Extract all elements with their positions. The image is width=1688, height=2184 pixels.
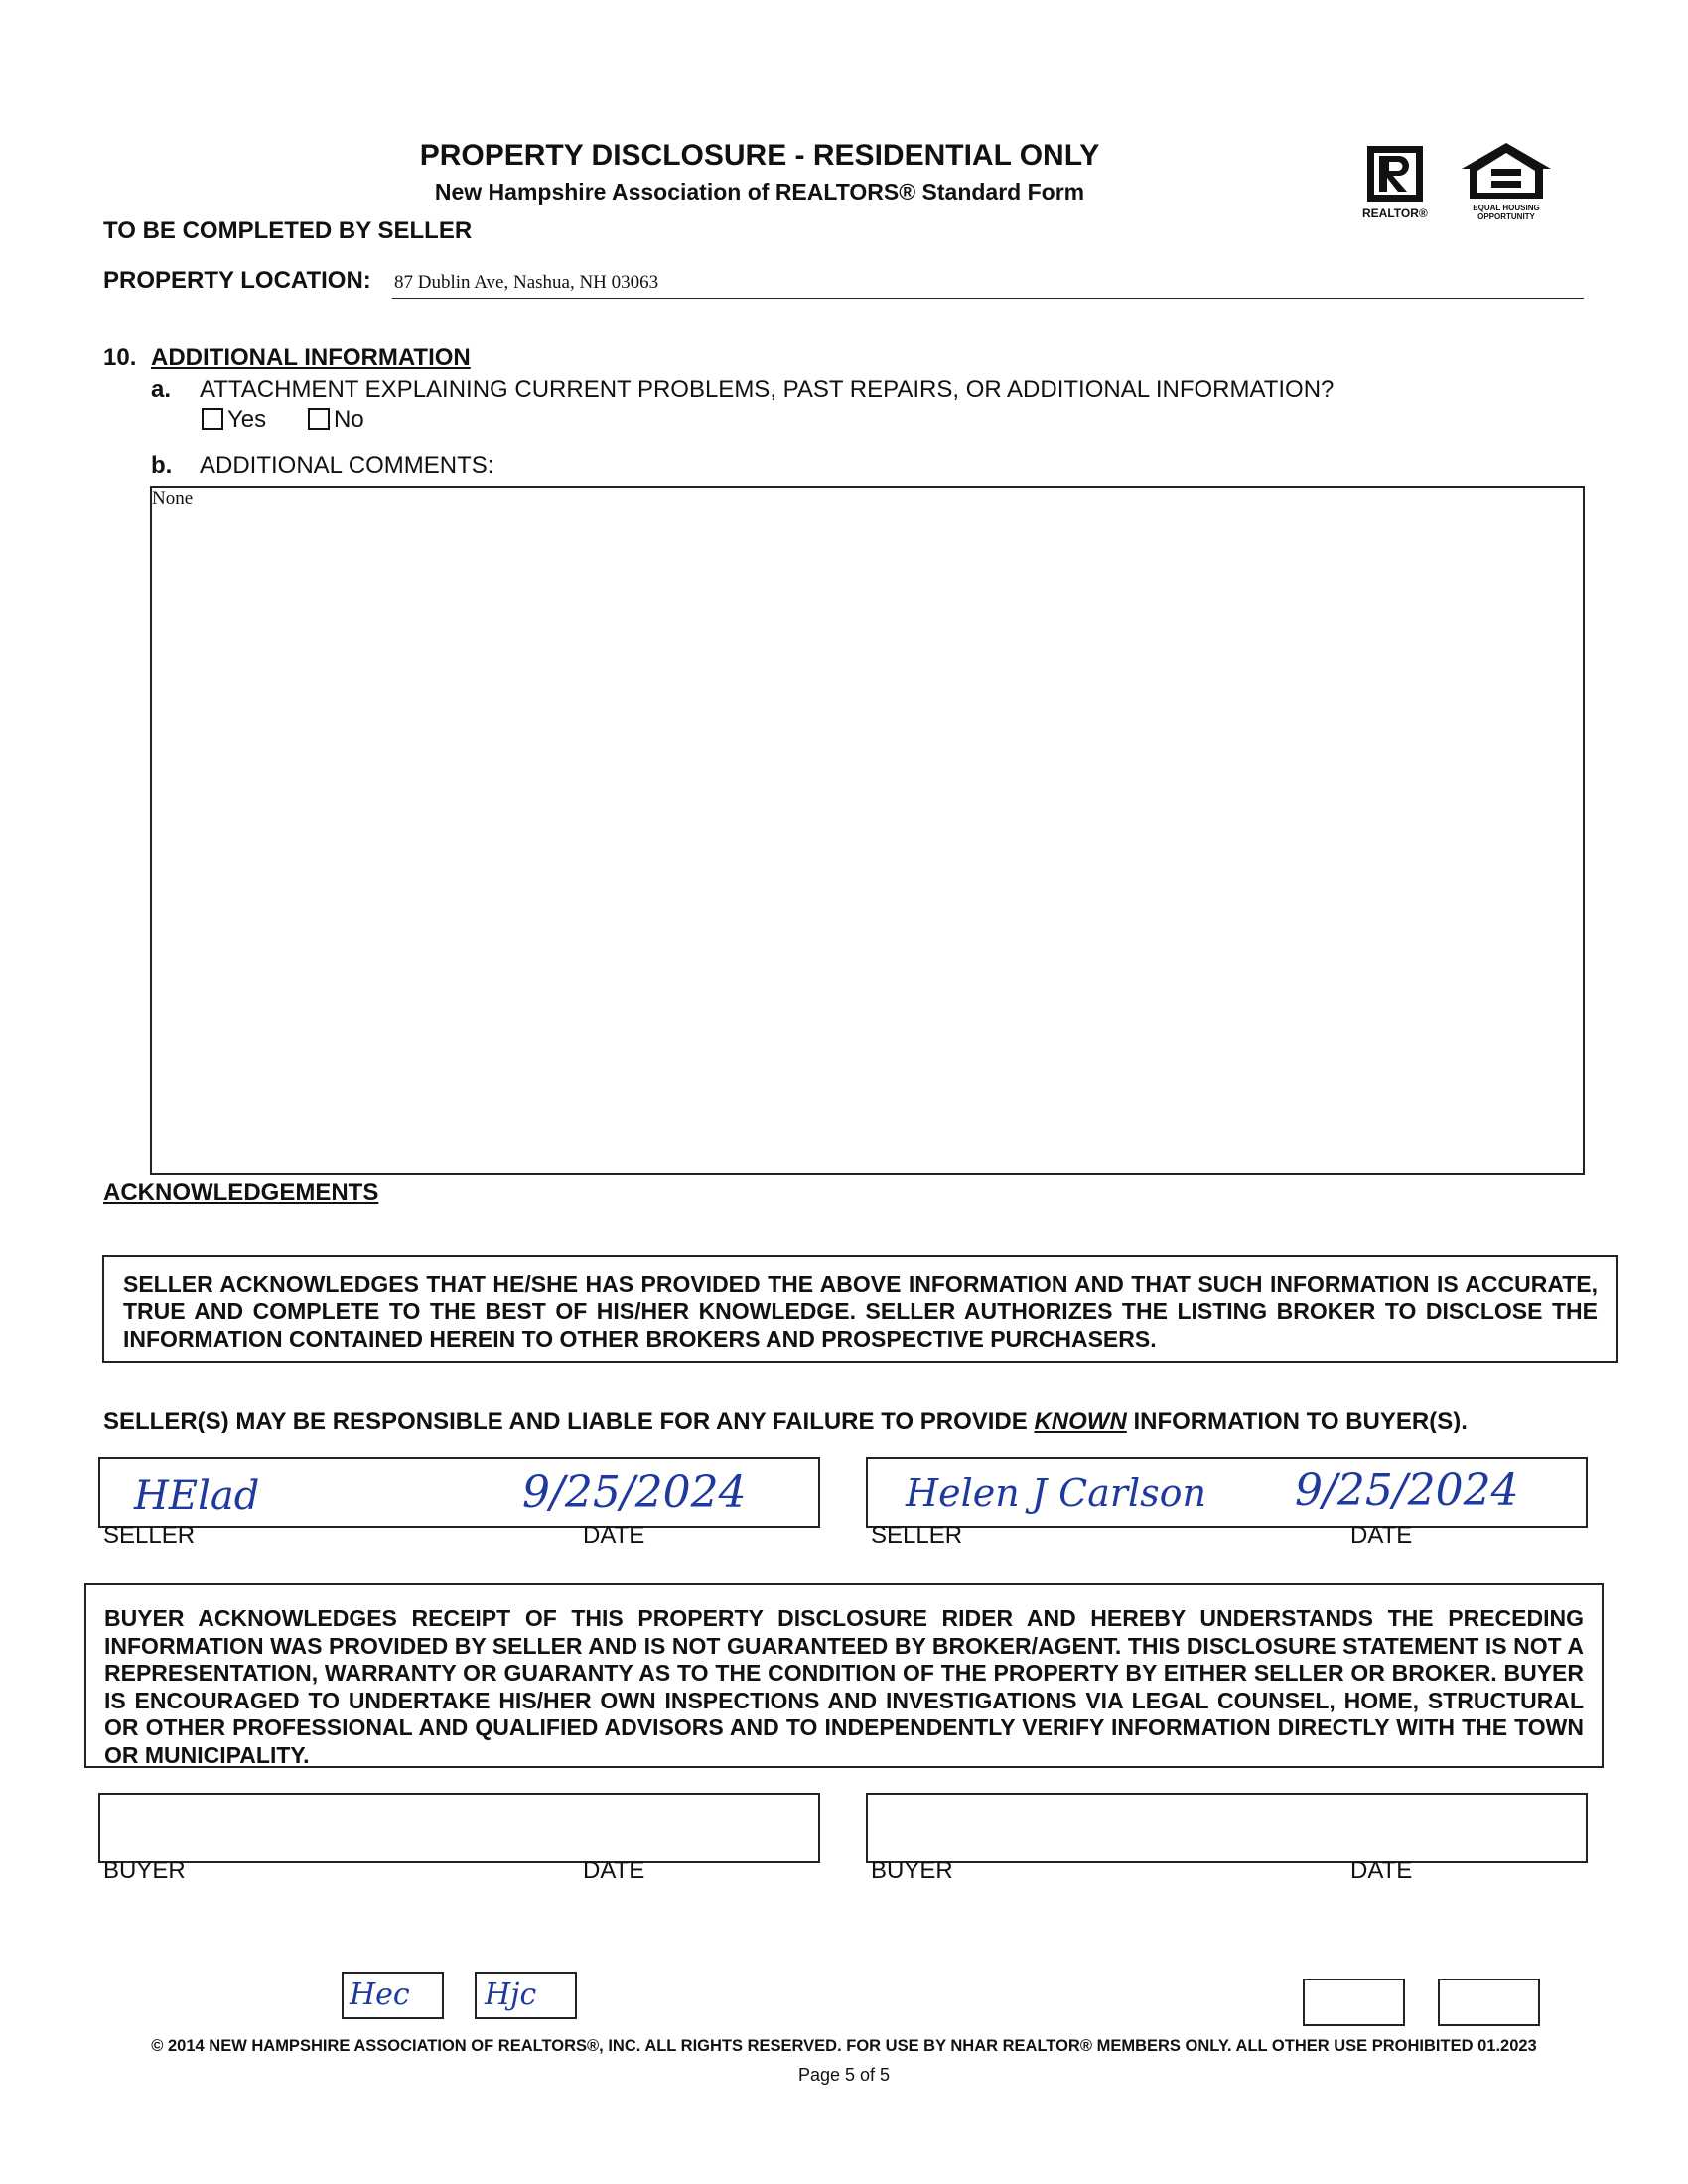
liability-prefix: SELLER(S) MAY BE RESPONSIBLE AND LIABLE FOR ANY FAILURE TO PROVIDE bbox=[103, 1408, 1035, 1434]
completed-by-label: TO BE COMPLETED BY SELLER bbox=[103, 217, 473, 244]
buyer1-label: BUYER bbox=[103, 1857, 186, 1884]
additional-comments-box[interactable] bbox=[150, 486, 1585, 1175]
liability-statement bbox=[103, 1408, 1468, 1435]
seller1-signature: HElad bbox=[134, 1473, 260, 1519]
seller-initial-1: Hec bbox=[350, 1978, 410, 2012]
acknowledgements-heading: ACKNOWLEDGEMENTS bbox=[103, 1179, 379, 1206]
buyer1-date-label: DATE bbox=[583, 1857, 645, 1884]
buyer2-label: BUYER bbox=[871, 1857, 953, 1884]
seller2-label: SELLER bbox=[871, 1522, 963, 1549]
page-title: PROPERTY DISCLOSURE - RESIDENTIAL ONLY bbox=[419, 139, 1100, 172]
no-option[interactable] bbox=[308, 406, 364, 434]
seller-acknowledgement-box bbox=[102, 1255, 1618, 1363]
equal-housing-logo bbox=[1458, 139, 1555, 203]
seller2-signature: Helen J Carlson bbox=[906, 1471, 1207, 1515]
yes-label: Yes bbox=[227, 406, 267, 433]
buyer2-signature-box[interactable] bbox=[866, 1793, 1588, 1863]
section-number: 10. bbox=[103, 344, 137, 371]
section-title: ADDITIONAL INFORMATION bbox=[151, 344, 471, 371]
seller2-signature-box[interactable] bbox=[866, 1457, 1588, 1528]
seller1-date-label: DATE bbox=[583, 1522, 645, 1549]
item-b-label: ADDITIONAL COMMENTS: bbox=[200, 452, 494, 478]
item-a-letter: a. bbox=[151, 376, 172, 403]
buyer-acknowledgement-text: BUYER ACKNOWLEDGES RECEIPT OF THIS PROPERTY DISCLOSURE RIDER AND HEREBY UNDERSTANDS THE PRECEDING INFORMATION WAS PROVIDED BY SELLER AND IS NOT GUARANTEED BY BROKER/AGENT. THIS DISCLOSURE STATEMENT IS NOT A REPRESENTATION, WARRANTY OR GUARANTY AS TO THE CONDITION OF THE PROPERTY BY EITHER SELLER OR BROKER. BUYER IS ENCOURAGED TO UNDERTAKE HIS/HER OWN INSPECTIONS AND INVESTIGATIONS VIA LEGAL COUNSEL, HOME, STRUCTURAL OR OTHER PROFESSIONAL AND QUALIFIED ADVISORS AND TO INDEPENDENTLY VERIFY INFORMATION DIRECTLY WITH THE TOWN OR MUNICIPALITY. bbox=[104, 1605, 1584, 1768]
equal-housing-text: EQUAL HOUSING OPPORTUNITY bbox=[1473, 204, 1540, 221]
liability-emphasis: KNOWN bbox=[1034, 1408, 1127, 1434]
item-a-question: ATTACHMENT EXPLAINING CURRENT PROBLEMS, PAST REPAIRS, OR ADDITIONAL INFORMATION? bbox=[200, 376, 1335, 403]
realtor-logo bbox=[1365, 144, 1443, 204]
buyer-initial-box-2[interactable] bbox=[1438, 1979, 1540, 2026]
page-number: Page 5 of 5 bbox=[797, 2065, 891, 2085]
seller-initial-2: Hjc bbox=[485, 1978, 537, 2012]
buyer2-date-label: DATE bbox=[1350, 1857, 1413, 1884]
no-label: No bbox=[334, 406, 364, 433]
seller2-date-label: DATE bbox=[1350, 1522, 1413, 1549]
buyer1-signature-box[interactable] bbox=[98, 1793, 820, 1863]
seller2-date: 9/25/2024 bbox=[1295, 1465, 1519, 1516]
realtor-logo-text: REALTOR® bbox=[1362, 206, 1428, 220]
yes-option[interactable] bbox=[202, 406, 266, 434]
buyer-acknowledgement-box bbox=[84, 1583, 1604, 1768]
property-location-line bbox=[392, 298, 1584, 299]
seller-initial-box-2[interactable] bbox=[475, 1972, 577, 2019]
property-location-value: 87 Dublin Ave, Nashua, NH 03063 bbox=[394, 272, 659, 293]
property-location-label: PROPERTY LOCATION: bbox=[103, 267, 371, 294]
realtor-r-icon bbox=[1365, 144, 1443, 204]
seller1-label: SELLER bbox=[103, 1522, 196, 1549]
item-b-letter: b. bbox=[151, 452, 173, 478]
no-checkbox[interactable] bbox=[308, 408, 330, 430]
yes-checkbox[interactable] bbox=[202, 408, 223, 430]
additional-comments-text: None bbox=[152, 488, 194, 509]
buyer-initial-box-1[interactable] bbox=[1303, 1979, 1405, 2026]
seller1-date: 9/25/2024 bbox=[522, 1467, 747, 1518]
page-subtitle: New Hampshire Association of REALTORS® Standard Form bbox=[434, 179, 1085, 205]
liability-suffix: INFORMATION TO BUYER(S). bbox=[1126, 1408, 1468, 1434]
equal-housing-icon bbox=[1458, 139, 1555, 203]
seller-acknowledgement-text: SELLER ACKNOWLEDGES THAT HE/SHE HAS PROVIDED THE ABOVE INFORMATION AND THAT SUCH INFORMATION IS ACCURATE, TRUE AND COMPLETE TO THE BEST OF HIS/HER KNOWLEDGE. SELLER AUTHORIZES THE LISTING BROKER TO DISCLOSE THE INFORMATION CONTAINED HEREIN TO OTHER BROKERS AND PROSPECTIVE PURCHASERS. bbox=[123, 1271, 1598, 1352]
seller1-signature-box[interactable] bbox=[98, 1457, 820, 1528]
seller-initial-box-1[interactable] bbox=[342, 1972, 444, 2019]
footer-copyright: © 2014 NEW HAMPSHIRE ASSOCIATION OF REALTORS®, INC. ALL RIGHTS RESERVED. FOR USE BY NHAR REALTOR® MEMBERS ONLY. ALL OTHER USE PROHIBITED 01.2023 bbox=[151, 2037, 1537, 2055]
